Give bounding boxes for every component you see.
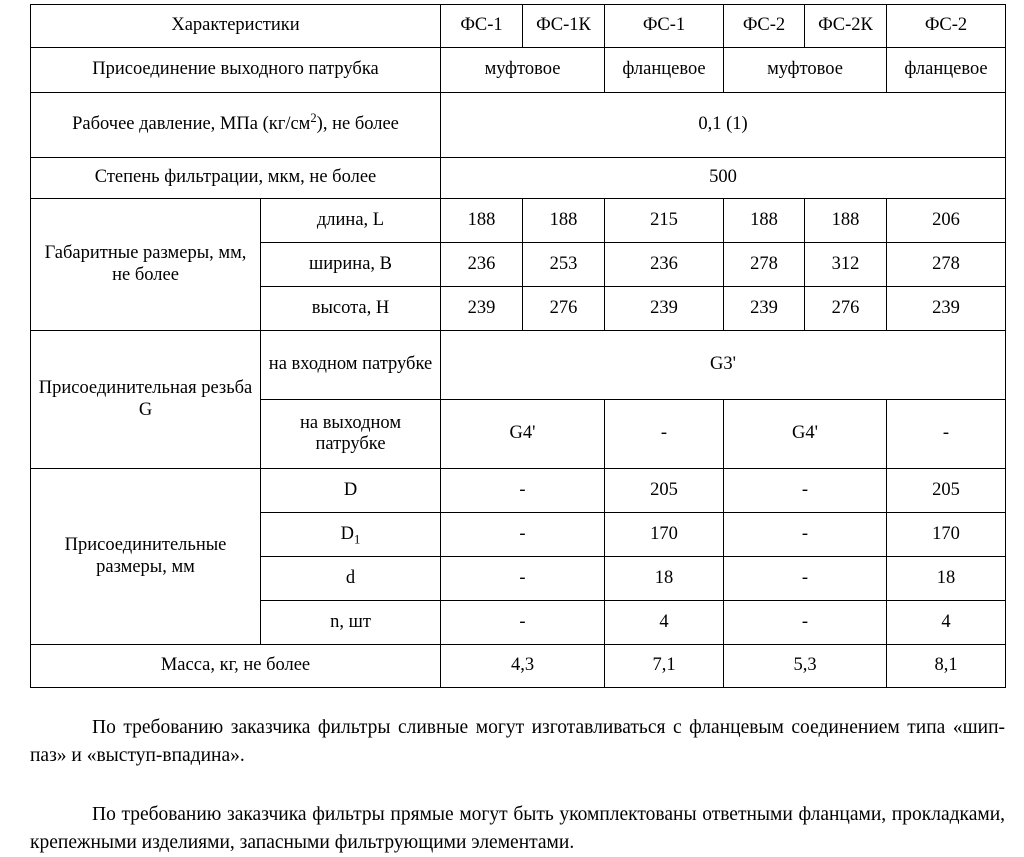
header-model-6: ФС-2 [887,5,1006,48]
header-model-4: ФС-2 [724,5,805,48]
cell-height-2: 276 [523,287,605,331]
cell-outlet-connection-4: фланцевое [887,48,1006,93]
cell-dim-D1-3: - [724,513,887,557]
cell-dim-n-2: 4 [605,601,724,645]
cell-thread-outlet-3: G4' [724,400,887,469]
cell-height-4: 239 [724,287,805,331]
cell-working-pressure-value: 0,1 (1) [441,93,1006,158]
cell-filtration-degree-value: 500 [441,158,1006,199]
note-paragraph-2: По требованию заказчика фильтры прямые могут быть укомплектованы ответными фланцами, прокладками, крепежными изделиями, запасными фильтрующими элементами. [30,803,1005,853]
table-row-dimensions-length [31,199,1006,243]
row-label-overall-dimensions: Габаритные размеры, мм, не более [31,199,261,331]
sub-label-thread-outlet: на выходном патрубке [261,400,441,469]
cell-height-5: 276 [805,287,887,331]
cell-height-3: 239 [605,287,724,331]
dim-n-text: n, шт [330,611,371,632]
sub-label-dim-d [261,557,441,601]
cell-dim-d-4: 18 [887,557,1006,601]
cell-width-6: 278 [887,243,1006,287]
cell-thread-outlet-4: - [887,400,1006,469]
cell-dim-D-2: 205 [605,469,724,513]
table-row-connecting-dim-D [31,469,1006,513]
row-label-filtration-degree: Степень фильтрации, мкм, не более [31,158,441,199]
dim-d-text: d [345,567,356,588]
cell-dim-n-3: - [724,601,887,645]
cell-height-1: 239 [441,287,523,331]
pressure-label-superscript: 2 [310,111,317,126]
table-row-mass [31,645,1006,688]
row-label-connecting-thread: Присоединительная резьба G [31,331,261,469]
cell-width-2: 253 [523,243,605,287]
row-label-outlet-connection: Присоединение выходного патрубка [31,48,441,93]
dim-D1-text: D [340,523,355,544]
cell-dim-n-4: 4 [887,601,1006,645]
cell-dim-D1-1: - [441,513,605,557]
cell-length-1: 188 [441,199,523,243]
cell-dim-D-3: - [724,469,887,513]
cell-thread-outlet-2: - [605,400,724,469]
sub-label-length: длина, L [261,199,441,243]
cell-dim-D1-4: 170 [887,513,1006,557]
cell-mass-3: 5,3 [724,645,887,688]
pressure-label-part1: Рабочее давление, МПа (кг/см [72,114,311,135]
cell-width-5: 312 [805,243,887,287]
dim-D1-subscript: 1 [354,532,361,547]
cell-dim-d-2: 18 [605,557,724,601]
dim-D-text: D [343,479,358,500]
header-model-2: ФС-1К [523,5,605,48]
cell-dim-D-4: 205 [887,469,1006,513]
cell-height-6: 239 [887,287,1006,331]
note-paragraph-1: По требованию заказчика фильтры сливные могут изготавливаться с фланцевым соединением типа «шип-паз» и «выступ-впадина». [30,717,1005,767]
cell-width-3: 236 [605,243,724,287]
cell-dim-d-1: - [441,557,605,601]
row-label-connecting-dimensions: Присоединительные размеры, мм [31,469,261,645]
cell-dim-d-3: - [724,557,887,601]
cell-mass-2: 7,1 [605,645,724,688]
sub-label-thread-inlet: на входном патрубке [261,331,441,400]
sub-label-dim-n [261,601,441,645]
header-model-3: ФС-1 [605,5,724,48]
cell-length-2: 188 [523,199,605,243]
table-row-working-pressure [31,93,1006,158]
table-header-row [31,5,1006,48]
cell-dim-n-1: - [441,601,605,645]
cell-outlet-connection-3: муфтовое [724,48,887,93]
cell-outlet-connection-2: фланцевое [605,48,724,93]
sub-label-width: ширина, B [261,243,441,287]
cell-length-3: 215 [605,199,724,243]
specifications-table [30,4,1006,688]
header-model-5: ФС-2К [805,5,887,48]
sub-label-dim-D [261,469,441,513]
cell-length-5: 188 [805,199,887,243]
header-characteristics: Характеристики [31,5,441,48]
cell-width-1: 236 [441,243,523,287]
cell-dim-D1-2: 170 [605,513,724,557]
table-row-filtration-degree [31,158,1006,199]
table-row-thread-inlet [31,331,1006,400]
row-label-working-pressure [31,93,441,158]
cell-width-4: 278 [724,243,805,287]
cell-dim-D-1: - [441,469,605,513]
sub-label-dim-D1 [261,513,441,557]
header-model-1: ФС-1 [441,5,523,48]
cell-length-4: 188 [724,199,805,243]
cell-mass-1: 4,3 [441,645,605,688]
cell-mass-4: 8,1 [887,645,1006,688]
cell-outlet-connection-1: муфтовое [441,48,605,93]
cell-thread-inlet-value: G3' [441,331,1006,400]
row-label-mass: Масса, кг, не более [31,645,441,688]
cell-length-6: 206 [887,199,1006,243]
cell-thread-outlet-1: G4' [441,400,605,469]
table-row-outlet-connection [31,48,1006,93]
pressure-label-part2: ), не более [316,114,399,135]
sub-label-height: высота, H [261,287,441,331]
